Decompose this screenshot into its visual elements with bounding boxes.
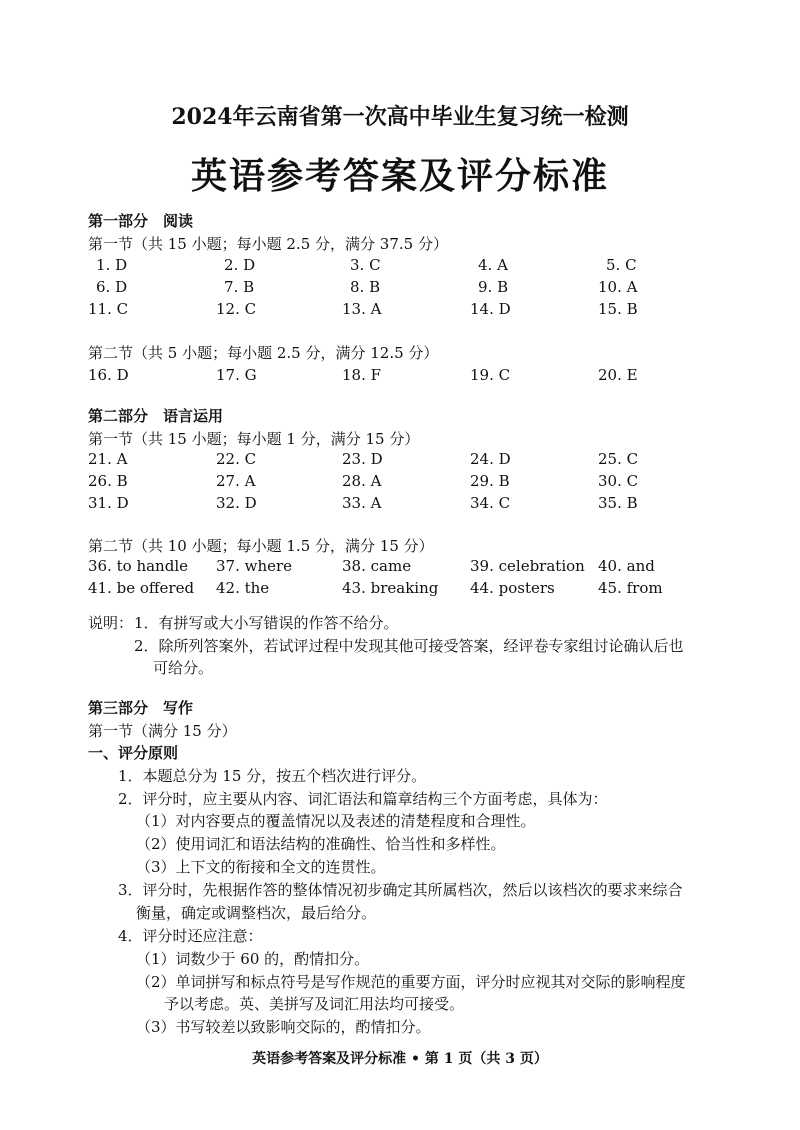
answer-cell: 10. A (598, 278, 638, 296)
answer-cell: 12. C (216, 300, 257, 318)
answer-cell: 6. D (96, 278, 128, 296)
note-2: 2．除所列答案外，若试评过程中发现其他可接受答案，经评卷专家组讨论确认后也 (134, 637, 684, 655)
principle-subline: （2）使用词汇和语法结构的准确性、恰当性和多样性。 (136, 835, 506, 853)
part1-sec1-heading: 第一节（共 15 小题；每小题 2.5 分，满分 37.5 分） (88, 235, 448, 253)
answer-row (0, 579, 800, 601)
principle-line: 3．评分时，先根据作答的整体情况初步确定其所属档次，然后以该档次的要求来综合 (118, 881, 683, 899)
answer-row (0, 256, 800, 278)
answer-cell: 43. breaking (342, 579, 439, 597)
answer-cell: 4. A (478, 256, 508, 274)
answer-cell: 33. A (342, 494, 382, 512)
principle-subline: （2）单词拼写和标点符号是写作规范的重要方面，评分时应视其对交际的影响程度 (136, 973, 686, 991)
answer-cell: 30. C (598, 472, 639, 490)
answer-cell: 40. and (598, 557, 655, 575)
answer-cell: 1. D (96, 256, 128, 274)
principle-line: 2．评分时，应主要从内容、词汇语法和篇章结构三个方面考虑，具体为： (118, 790, 608, 808)
answer-cell: 7. B (224, 278, 255, 296)
answer-cell: 44. posters (470, 579, 555, 597)
answer-cell: 2. D (224, 256, 256, 274)
answer-row (0, 494, 800, 516)
principle-subline: （3）书写较差以致影响交际的，酌情扣分。 (136, 1018, 431, 1036)
answer-cell: 23. D (342, 450, 383, 468)
answer-cell: 27. A (216, 472, 256, 490)
answer-cell: 8. B (350, 278, 381, 296)
answer-cell: 26. B (88, 472, 128, 490)
principle-subline-cont: 予以考虑。英、美拼写及词汇用法均可接受。 (164, 995, 465, 1013)
note-2-cont: 可给分。 (153, 659, 214, 677)
answer-cell: 35. B (598, 494, 638, 512)
answer-cell: 24. D (470, 450, 511, 468)
principle-subline: （1）对内容要点的覆盖情况以及表述的清楚程度和合理性。 (136, 812, 536, 830)
answer-cell: 39. celebration (470, 557, 585, 575)
answer-cell: 34. C (470, 494, 511, 512)
answer-row (0, 450, 800, 472)
answer-row (0, 300, 800, 322)
document-title: 英语参考答案及评分标准 (190, 155, 609, 197)
answer-cell: 15. B (598, 300, 638, 318)
answer-cell: 20. E (598, 366, 638, 384)
principle-line: 1．本题总分为 15 分，按五个档次进行评分。 (118, 767, 427, 785)
answer-row (0, 366, 800, 388)
part1-sec2-heading: 第二节（共 5 小题；每小题 2.5 分，满分 12.5 分） (88, 344, 439, 362)
note-1: 1．有拼写或大小写错误的作答不给分。 (134, 614, 399, 632)
part1-heading: 第一部分 阅读 (88, 212, 194, 230)
exam-title: 2024年云南省第一次高中毕业生复习统一检测 (171, 104, 629, 130)
part2-heading: 第二部分 语言运用 (88, 407, 224, 425)
principle-subline: （3）上下文的衔接和全文的连贯性。 (136, 858, 386, 876)
answer-row (0, 278, 800, 300)
principles-heading: 一、评分原则 (88, 744, 179, 762)
answer-cell: 13. A (342, 300, 382, 318)
answer-cell: 5. C (606, 256, 637, 274)
answer-cell: 32. D (216, 494, 257, 512)
answer-cell: 17. G (216, 366, 257, 384)
part3-sec1-heading: 第一节（满分 15 分） (88, 722, 237, 740)
answer-cell: 41. be offered (88, 579, 195, 597)
answer-cell: 16. D (88, 366, 129, 384)
answer-row (0, 472, 800, 494)
answer-cell: 9. B (478, 278, 509, 296)
answer-cell: 42. the (216, 579, 270, 597)
notes-label: 说明： (88, 614, 134, 632)
answer-cell: 19. C (470, 366, 511, 384)
answer-cell: 21. A (88, 450, 128, 468)
part2-sec2-heading: 第二节（共 10 小题；每小题 1.5 分，满分 15 分） (88, 537, 434, 555)
answer-cell: 11. C (88, 300, 129, 318)
principle-line: 4．评分时还应注意： (118, 927, 263, 945)
principle-subline: （1）词数少于 60 的，酌情扣分。 (136, 950, 370, 968)
answer-cell: 36. to handle (88, 557, 188, 575)
part3-heading: 第三部分 写作 (88, 699, 194, 717)
part2-sec1-heading: 第一节（共 15 小题；每小题 1 分，满分 15 分） (88, 430, 420, 448)
answer-cell: 14. D (470, 300, 511, 318)
principle-line-cont: 衡量，确定或调整档次，最后给分。 (136, 904, 377, 922)
answer-cell: 37. where (216, 557, 293, 575)
answer-cell: 22. C (216, 450, 257, 468)
answer-cell: 45. from (598, 579, 663, 597)
answer-cell: 31. D (88, 494, 129, 512)
answer-row (0, 557, 800, 579)
answer-cell: 28. A (342, 472, 382, 490)
answer-cell: 29. B (470, 472, 510, 490)
page-footer: 英语参考答案及评分标准 • 第 1 页（共 3 页） (252, 1051, 548, 1067)
answer-cell: 3. C (350, 256, 381, 274)
answer-cell: 38. came (342, 557, 412, 575)
answer-cell: 18. F (342, 366, 382, 384)
answer-cell: 25. C (598, 450, 639, 468)
